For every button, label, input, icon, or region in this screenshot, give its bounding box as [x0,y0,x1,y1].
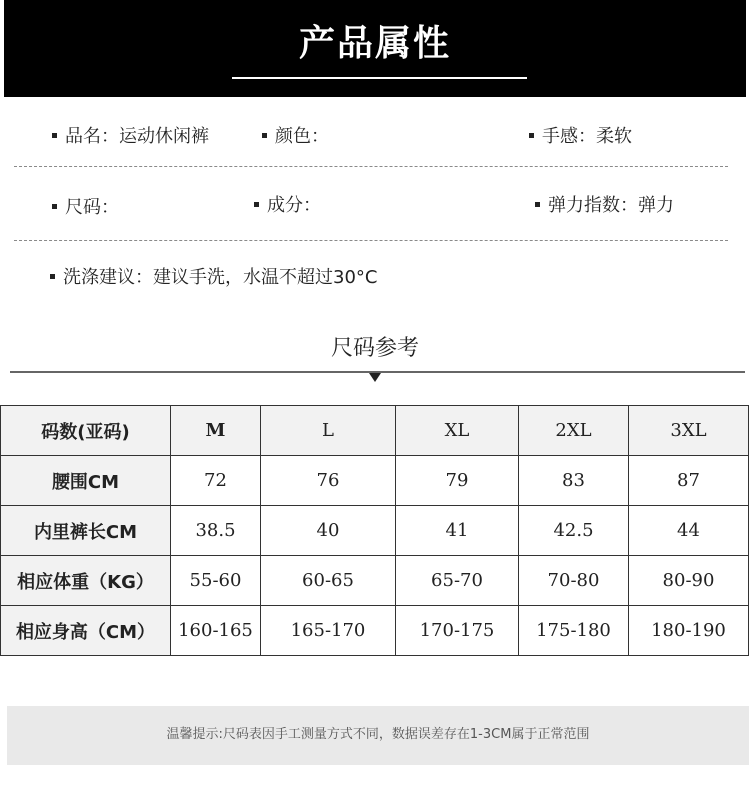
table-cell: 42.5 [519,506,629,556]
attr-color [262,125,329,149]
title-underline [232,77,527,79]
note-text: 温馨提示:尺码表因手工测量方式不同，数据误差存在1-3CM属于正常范围 [166,727,590,742]
table-header-cell: 码数(亚码) [1,406,171,456]
table-row [1,506,749,556]
table-cell: 79 [396,456,519,506]
bullet-icon [535,202,540,207]
attr-wash-text: 洗涤建议：建议手洗，水温不超过30°C [63,267,378,288]
attr-size-text: 尺码： [65,197,119,218]
bullet-icon [50,274,55,279]
size-table [0,405,749,656]
table-header-cell: XL [396,406,519,456]
table-cell: 180-190 [629,606,749,656]
table-header-cell: 3XL [629,406,749,456]
attr-feel-text: 手感：柔软 [542,126,632,147]
table-row [1,456,749,506]
table-row-label: 内里裤长CM [1,506,171,556]
table-header-cell: M [171,406,261,456]
down-arrow-icon [369,373,381,382]
table-cell: 76 [261,456,396,506]
attr-wash [50,266,377,290]
attr-product-name [52,125,209,149]
table-cell: 41 [396,506,519,556]
table-header-cell: 2XL [519,406,629,456]
table-cell: 160-165 [171,606,261,656]
attr-material [254,194,321,218]
table-header-row [1,406,749,456]
attr-feel [529,125,632,149]
bullet-icon [529,133,534,138]
size-section-title: 尺码参考 [330,336,419,361]
table-cell: 65-70 [396,556,519,606]
bullet-icon [52,133,57,138]
table-cell: 80-90 [629,556,749,606]
table-cell: 55-60 [171,556,261,606]
table-row-label: 相应身高（CM） [1,606,171,656]
attr-size [52,196,119,220]
table-row [1,556,749,606]
table-cell: 38.5 [171,506,261,556]
table-cell: 175-180 [519,606,629,656]
table-cell: 83 [519,456,629,506]
table-row [1,606,749,656]
table-cell: 170-175 [396,606,519,656]
attr-material-text: 成分： [267,195,321,216]
table-cell: 87 [629,456,749,506]
table-cell: 165-170 [261,606,396,656]
table-row-label: 相应体重（KG） [1,556,171,606]
table-header-cell: L [261,406,396,456]
bullet-icon [262,133,267,138]
table-row-label: 腰围CM [1,456,171,506]
table-cell: 44 [629,506,749,556]
attr-color-text: 颜色： [275,126,329,147]
attr-elasticity [535,194,674,218]
bullet-icon [52,204,57,209]
table-cell: 72 [171,456,261,506]
note-bar [7,706,749,765]
attr-elasticity-text: 弹力指数：弹力 [548,195,674,216]
attr-product-name-text: 品名：运动休闲裤 [65,126,209,147]
page-title: 产品属性 [298,23,451,64]
dashed-divider [14,240,728,241]
dashed-divider [14,166,728,167]
table-cell: 70-80 [519,556,629,606]
bullet-icon [254,202,259,207]
table-cell: 40 [261,506,396,556]
header-banner [4,0,746,97]
table-cell: 60-65 [261,556,396,606]
